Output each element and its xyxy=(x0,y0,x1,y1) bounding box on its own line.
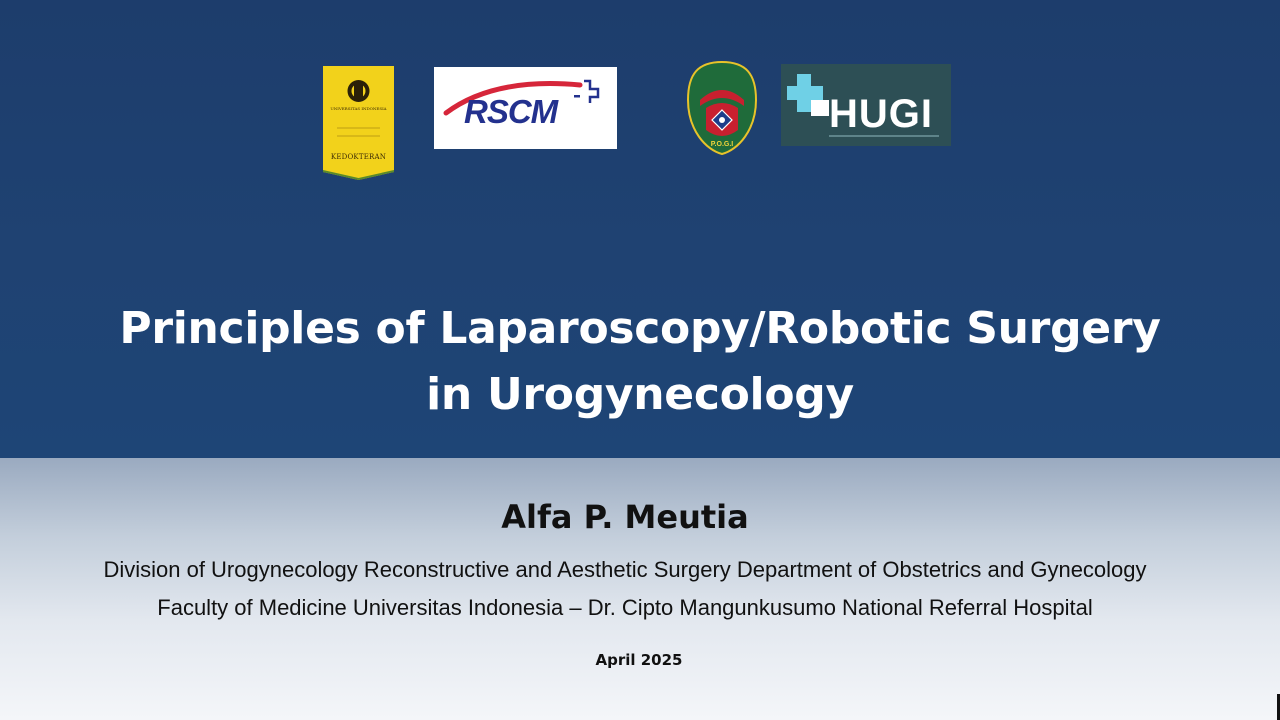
affiliation-line-1: Division of Urogynecology Reconstructive and Aesthetic Surgery Department of Obstetrics and Gynecology xyxy=(103,557,1147,582)
rscm-logo xyxy=(434,67,617,149)
ui-faculty-text: KEDOKTERAN xyxy=(330,153,387,161)
title-line-2: in Urogynecology xyxy=(426,369,854,420)
affiliation-line-2: Faculty of Medicine Universitas Indonesia – Dr. Cipto Mangunkusumo National Referral Hospital xyxy=(157,595,1093,620)
ui-banner-shape xyxy=(323,66,394,180)
ui-faculty-logo xyxy=(323,66,394,180)
rscm-wordmark: RSCM xyxy=(464,93,558,130)
author-name: Alfa P. Meutia xyxy=(501,498,749,536)
hugi-wordmark: HUGI xyxy=(829,92,933,136)
pogi-wordmark: P.O.G.I xyxy=(710,141,734,148)
hugi-logo xyxy=(781,64,951,146)
slide-title xyxy=(40,296,1240,428)
pogi-logo xyxy=(686,60,758,156)
ui-university-text: UNIVERSITAS INDONESIA xyxy=(330,106,387,111)
title-line-1: Principles of Laparoscopy/Robotic Surgery xyxy=(119,303,1161,354)
presentation-date: April 2025 xyxy=(595,651,683,669)
